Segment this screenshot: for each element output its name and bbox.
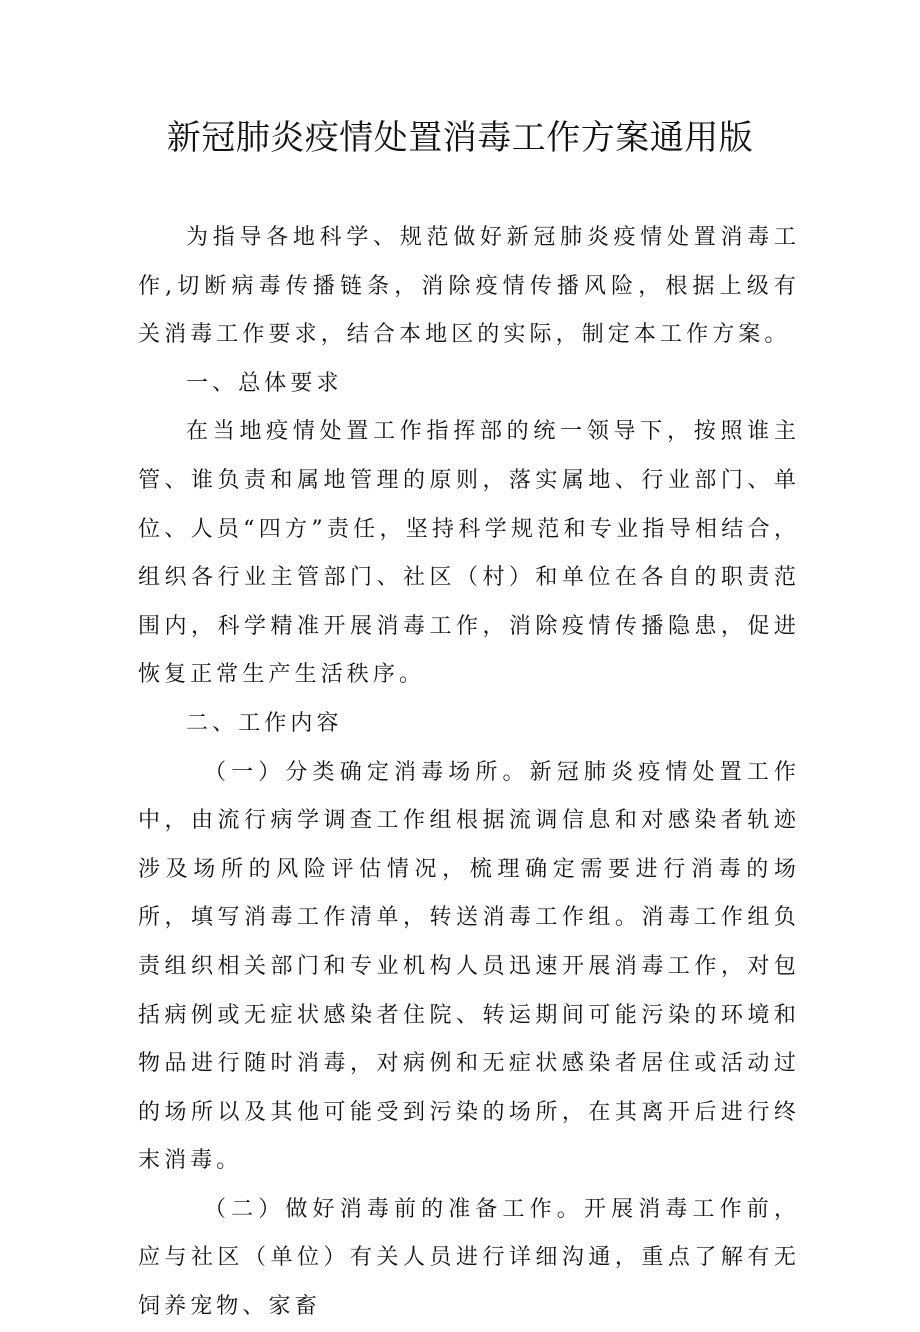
section-heading-work-content: 二、工作内容 (186, 710, 343, 736)
work-content-item-2: （二）做好消毒前的准备工作。开展消毒工作前，应与社区（单位）有关人员进行详细沟通，重点了解有无饲养宠物、家畜 (138, 1196, 800, 1320)
general-requirements-paragraph: 在当地疫情处置工作指挥部的统一领导下，按照谁主管、谁负责和属地管理的原则，落实属地、行业部门、单位、人员“四方”责任，坚持科学规范和专业指导相结合，组织各行业主管部门、社区（村）和单位在各自的职责范围内，科学精准开展消毒工作，消除疫情传播隐患，促进恢复正常生产生活秩序。 (138, 419, 800, 688)
document-title: 新冠肺炎疫情处置消毒工作方案通用版 (166, 118, 754, 158)
intro-paragraph: 为指导各地科学、规范做好新冠肺炎疫情处置消毒工作,切断病毒传播链条，消除疫情传播风险，根据上级有关消毒工作要求，结合本地区的实际，制定本工作方案。 (138, 225, 800, 348)
document-body (138, 214, 800, 1332)
work-content-item-1: （一）分类确定消毒场所。新冠肺炎疫情处置工作中，由流行病学调查工作组根据流调信息和对感染者轨迹涉及场所的风险评估情况，梳理确定需要进行消毒的场所，填写消毒工作清单，转送消毒工作组。消毒工作组负责组织相关部门和专业机构人员迅速开展消毒工作，对包括病例或无症状感染者住院、转运期间可能污染的环境和物品进行随时消毒，对病例和无症状感染者居住或活动过的场所以及其他可能受到污染的场所，在其离开后进行终末消毒。 (138, 759, 800, 1174)
section-heading-general-requirements: 一、总体要求 (186, 370, 343, 396)
